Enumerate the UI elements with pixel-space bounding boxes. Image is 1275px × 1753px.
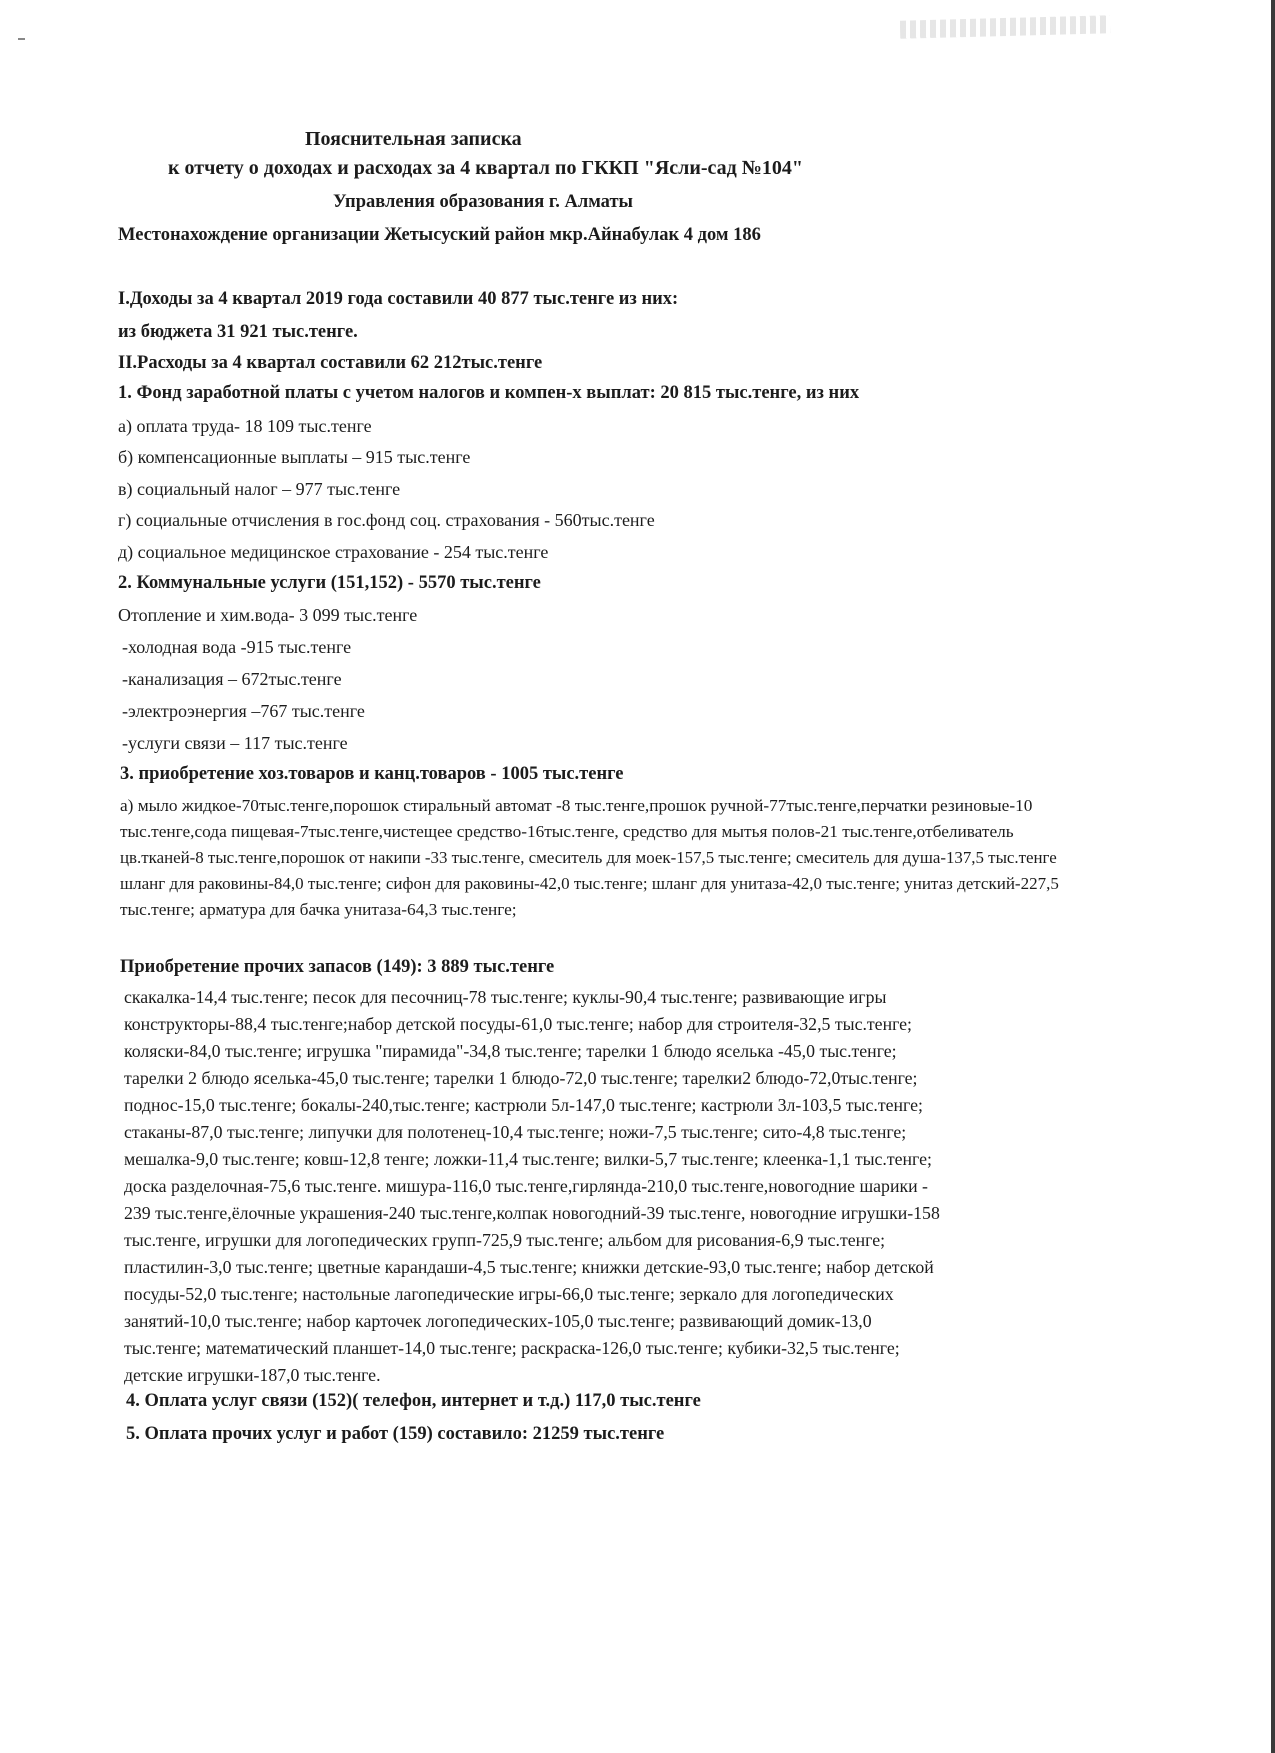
other-supplies-line: доска разделочная-75,6 тыс.тенге. мишура-116,0 тыс.тенге,гирлянда-210,0 тыс.тенге,новогодние шарики - bbox=[124, 1176, 928, 1196]
utilities-item: Отопление и хим.вода- 3 099 тыс.тенге bbox=[118, 605, 418, 625]
other-supplies-line: пластилин-3,0 тыс.тенге; цветные карандаши-4,5 тыс.тенге; книжки детские-93,0 тыс.тенге; набор детской bbox=[124, 1257, 934, 1277]
other-supplies-line: тыс.тенге; математический планшет-14,0 тыс.тенге; раскраска-126,0 тыс.тенге; кубики-32,5 тыс.тенге; bbox=[124, 1338, 900, 1358]
scan-edge bbox=[1271, 0, 1275, 1753]
other-supplies-line: стаканы-87,0 тыс.тенге; липучки для полотенец-10,4 тыс.тенге; ножи-7,5 тыс.тенге; сито-4,8 тыс.тенге; bbox=[124, 1122, 907, 1142]
communication-payment: 4. Оплата услуг связи (152)( телефон, интернет и т.д.) 117,0 тыс.тенге bbox=[126, 1391, 701, 1411]
household-line: тыс.тенге,сода пищевая-7тыс.тенге,чистещее средство-16тыс.тенге, средство для мытья полов-21 тыс.тенге,отбеливатель bbox=[120, 822, 1014, 841]
other-supplies-line: поднос-15,0 тыс.тенге; бокалы-240,тыс.тенге; кастрюли 5л-147,0 тыс.тенге; кастрюли 3л-103,5 тыс.тенге; bbox=[124, 1095, 923, 1115]
other-supplies-line: тыс.тенге, игрушки для логопедических групп-725,9 тыс.тенге; альбом для рисования-6,9 тыс.тенге; bbox=[124, 1230, 886, 1250]
payroll-item: в) социальный налог – 977 тыс.тенге bbox=[118, 479, 401, 499]
other-supplies-line: детские игрушки-187,0 тыс.тенге. bbox=[124, 1365, 381, 1385]
utilities-item: -электроэнергия –767 тыс.тенге bbox=[122, 701, 365, 721]
other-supplies-line: тарелки 2 блюдо яселька-45,0 тыс.тенге; тарелки 1 блюдо-72,0 тыс.тенге; тарелки2 блюдо-72,0тыс.тенге; bbox=[124, 1068, 918, 1088]
expenses-heading: II.Расходы за 4 квартал составили 62 212тыс.тенге bbox=[118, 353, 543, 373]
household-line: цв.тканей-8 тыс.тенге,порошок от накипи -33 тыс.тенге, смеситель для моек-157,5 тыс.тенге; смеситель для душа-137,5 тыс.тенге bbox=[120, 848, 1057, 867]
bleed-through-text bbox=[900, 15, 1110, 38]
utilities-item: -услуги связи – 117 тыс.тенге bbox=[122, 733, 348, 753]
other-supplies-line: 239 тыс.тенге,ёлочные украшения-240 тыс.тенге,колпак новогодний-39 тыс.тенге, новогодние игрушки-158 bbox=[124, 1203, 940, 1223]
doc-department: Управления образования г. Алматы bbox=[333, 192, 633, 212]
utilities-heading: 2. Коммунальные услуги (151,152) - 5570 тыс.тенге bbox=[118, 573, 541, 593]
income-budget: из бюджета 31 921 тыс.тенге. bbox=[118, 322, 358, 342]
utilities-item: -канализация – 672тыс.тенге bbox=[122, 669, 342, 689]
income-total: I.Доходы за 4 квартал 2019 года составили 40 877 тыс.тенге из них: bbox=[118, 289, 679, 309]
scan-mark bbox=[18, 38, 25, 40]
payroll-item: б) компенсационные выплаты – 915 тыс.тенге bbox=[118, 447, 471, 467]
payroll-item: г) социальные отчисления в гос.фонд соц. страхования - 560тыс.тенге bbox=[118, 510, 655, 530]
household-line: шланг для раковины-84,0 тыс.тенге; сифон для раковины-42,0 тыс.тенге; шланг для унитаза-42,0 тыс.тенге; унитаз детский-227,5 bbox=[120, 874, 1059, 893]
doc-subtitle: к отчету о доходах и расходах за 4 квартал по ГККП "Ясли-сад №104" bbox=[168, 157, 803, 179]
other-supplies-line: скакалка-14,4 тыс.тенге; песок для песочниц-78 тыс.тенге; куклы-90,4 тыс.тенге; развивающие игры bbox=[124, 987, 887, 1007]
household-heading: 3. приобретение хоз.товаров и канц.товаров - 1005 тыс.тенге bbox=[120, 764, 624, 784]
utilities-item: -холодная вода -915 тыс.тенге bbox=[122, 637, 352, 657]
other-supplies-line: коляски-84,0 тыс.тенге; игрушка "пирамида"-34,8 тыс.тенге; тарелки 1 блюдо яселька -45,0 тыс.тенге; bbox=[124, 1041, 897, 1061]
doc-location: Местонахождение организации Жетысуский район мкр.Айнабулак 4 дом 186 bbox=[118, 225, 761, 245]
payroll-item: а) оплата труда- 18 109 тыс.тенге bbox=[118, 416, 372, 436]
other-supplies-line: мешалка-9,0 тыс.тенге; ковш-12,8 тенге; ложки-11,4 тыс.тенге; вилки-5,7 тыс.тенге; клеенка-1,1 тыс.тенге; bbox=[124, 1149, 932, 1169]
other-supplies-line: посуды-52,0 тыс.тенге; настольные лагопедические игры-66,0 тыс.тенге; зеркало для логопедических bbox=[124, 1284, 894, 1304]
doc-title: Пояснительная записка bbox=[305, 128, 522, 150]
household-line: тыс.тенге; арматура для бачка унитаза-64,3 тыс.тенге; bbox=[120, 900, 517, 919]
other-services-payment: 5. Оплата прочих услуг и работ (159) составило: 21259 тыс.тенге bbox=[126, 1424, 665, 1444]
payroll-heading: 1. Фонд заработной платы с учетом налогов и компен-х выплат: 20 815 тыс.тенге, из них bbox=[118, 383, 860, 403]
other-supplies-line: занятий-10,0 тыс.тенге; набор карточек логопедических-105,0 тыс.тенге; развивающий домик-13,0 bbox=[124, 1311, 872, 1331]
payroll-item: д) социальное медицинское страхование - 254 тыс.тенге bbox=[118, 542, 549, 562]
household-line: а) мыло жидкое-70тыс.тенге,порошок стиральный автомат -8 тыс.тенге,прошок ручной-77тыс.тенге,перчатки резиновые-10 bbox=[120, 796, 1033, 815]
other-supplies-line: конструкторы-88,4 тыс.тенге;набор детской посуды-61,0 тыс.тенге; набор для строителя-32,5 тыс.тенге; bbox=[124, 1014, 912, 1034]
other-supplies-heading: Приобретение прочих запасов (149): 3 889 тыс.тенге bbox=[120, 957, 555, 977]
